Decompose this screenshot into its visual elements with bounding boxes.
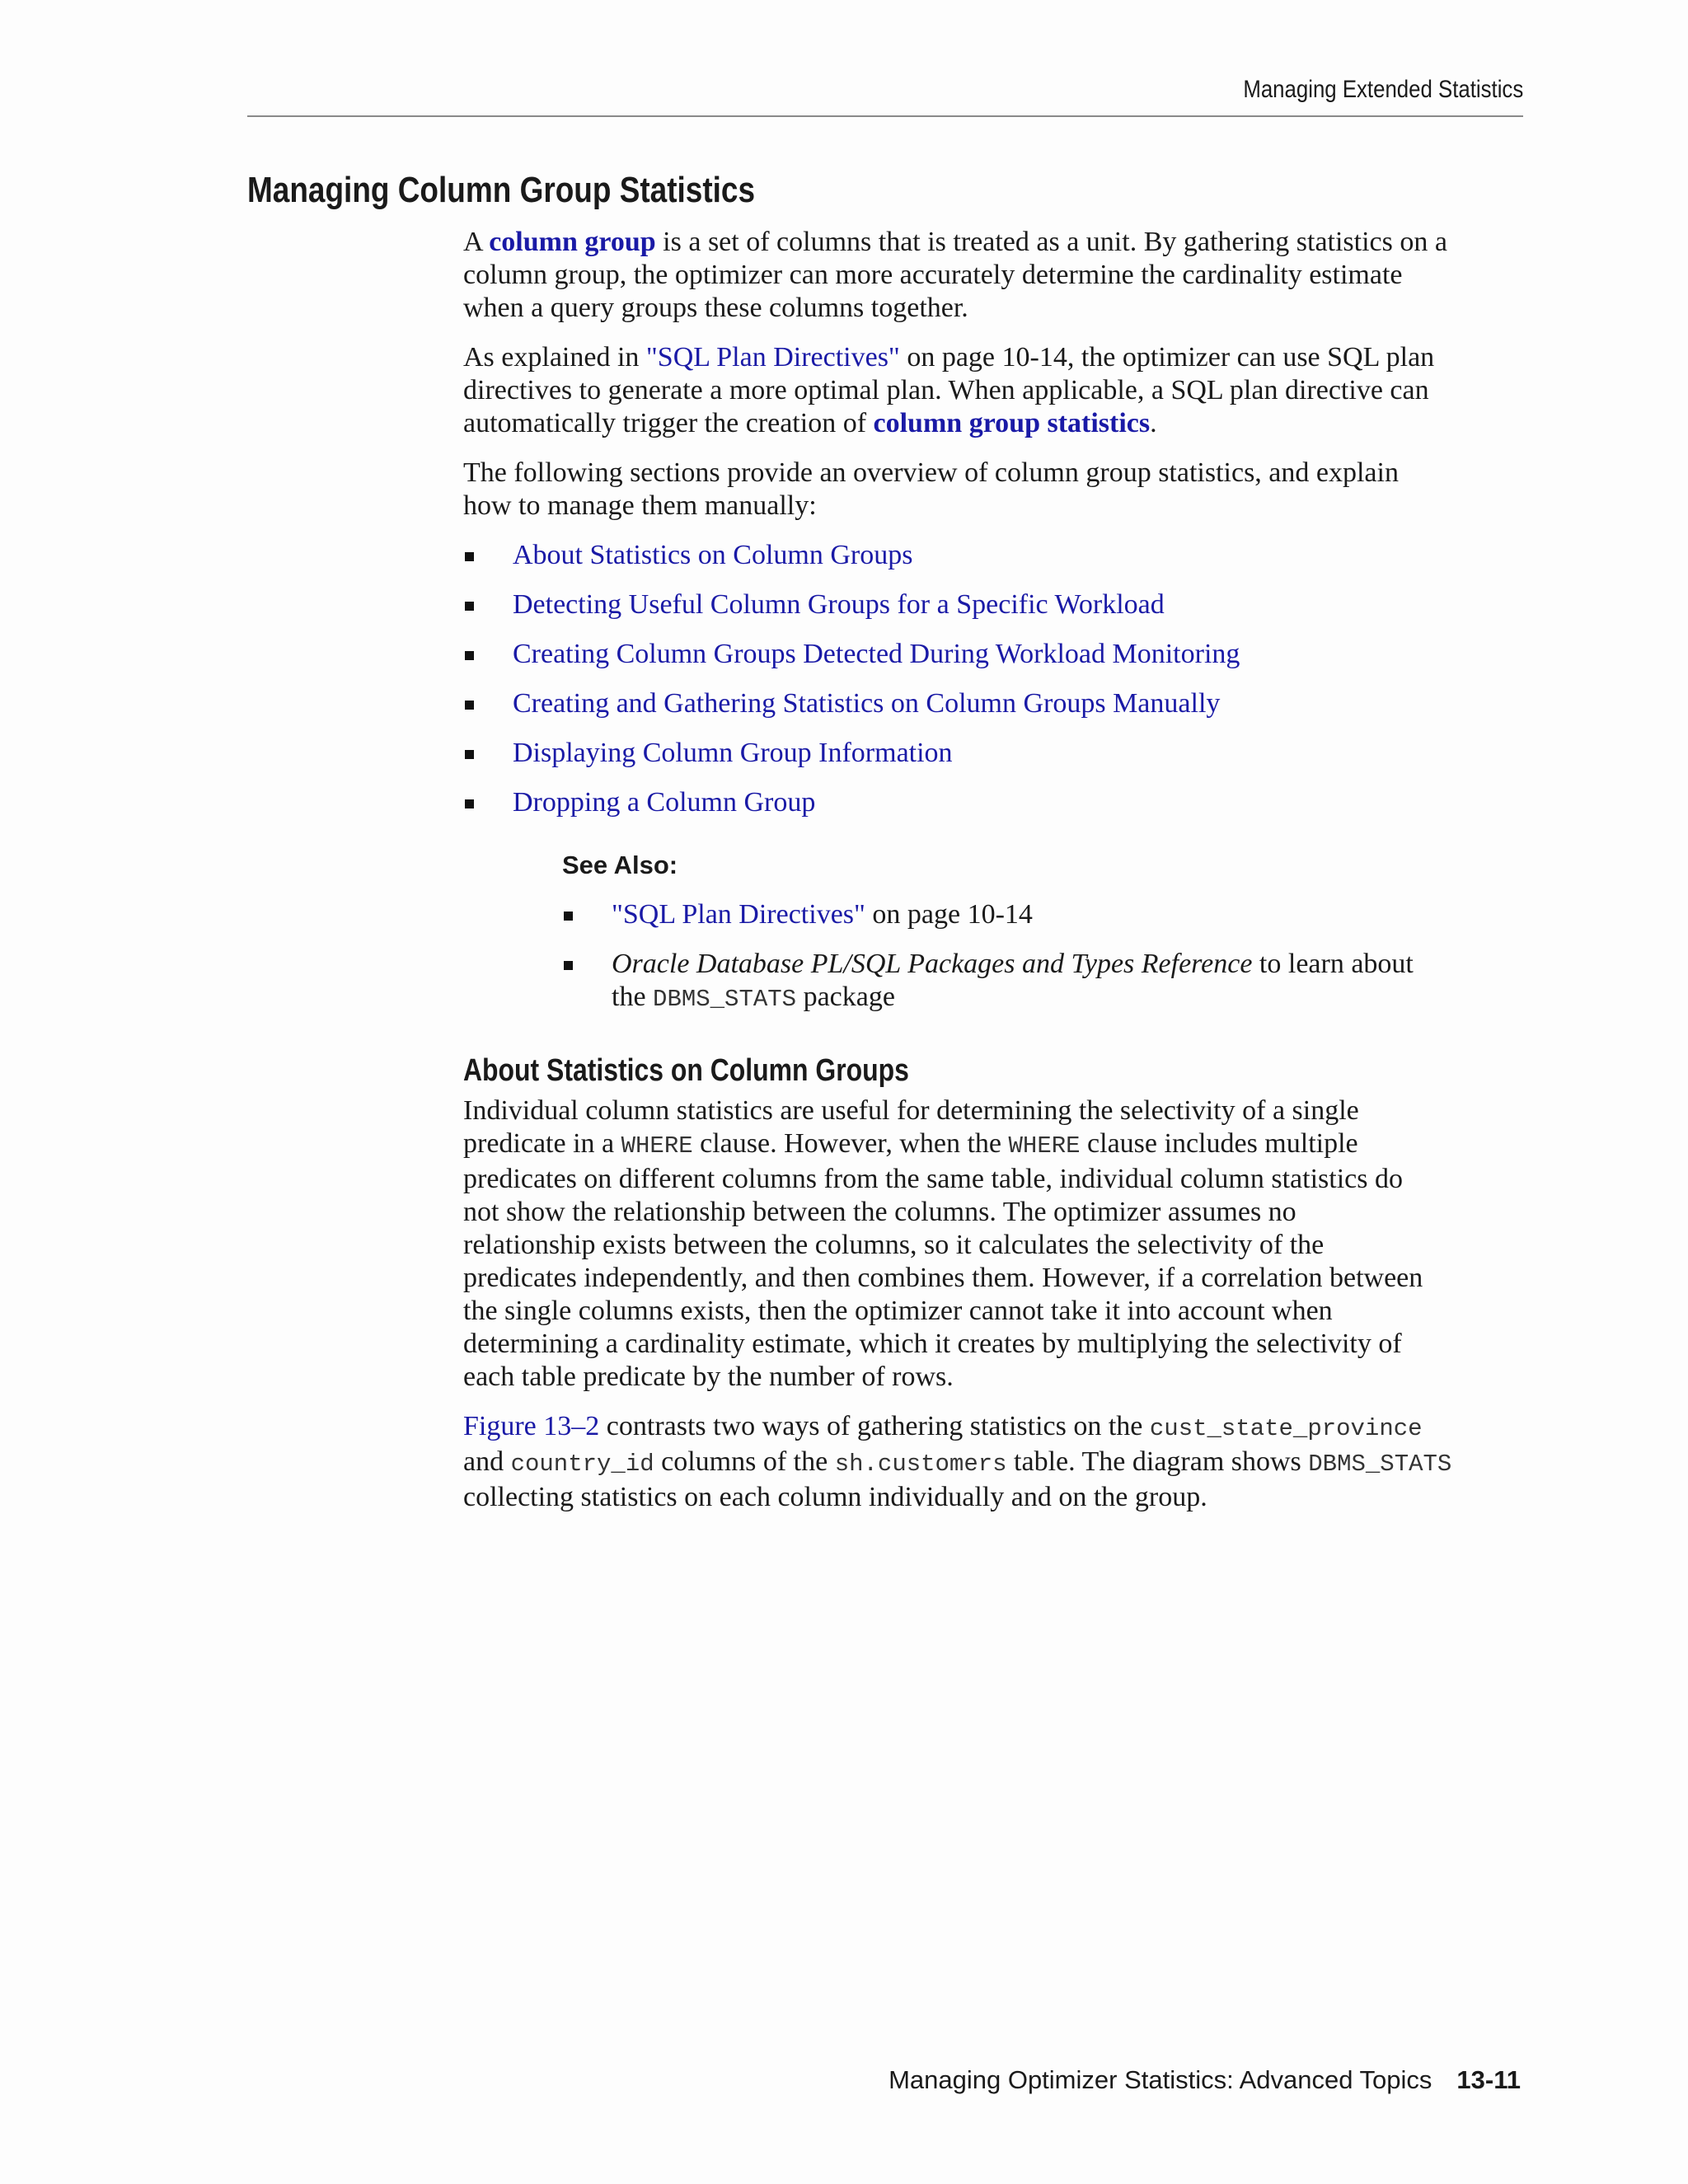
text: collecting statistics on each column individually and on the group.: [463, 1482, 1207, 1512]
see-also-sql-plan-directives-link[interactable]: "SQL Plan Directives": [612, 899, 865, 930]
topic-link-creating-detected-groups[interactable]: Creating Column Groups Detected During Workload Monitoring: [513, 639, 1240, 669]
text: table. The diagram shows: [1006, 1446, 1309, 1477]
text: on page 10-14: [865, 899, 1033, 930]
footer-title: Managing Optimizer Statistics: Advanced Topics: [889, 2065, 1432, 2094]
list-item: [562, 948, 1525, 1016]
text: the: [612, 982, 654, 1012]
paragraph-figure-reference: [463, 1410, 1525, 1514]
text: The following sections provide an overview of column group statistics, and explain: [463, 457, 1399, 488]
topic-link-creating-gathering-manually[interactable]: Creating and Gathering Statistics on Column Groups Manually: [513, 688, 1221, 719]
text: column group, the optimizer can more accurately determine the cardinality estimate: [463, 260, 1403, 290]
text: A: [463, 227, 490, 257]
see-also-box: [562, 849, 1525, 1016]
list-item: [562, 898, 1525, 931]
code-dbms-stats: DBMS_STATS: [653, 986, 797, 1013]
topic-link-dropping-group[interactable]: Dropping a Column Group: [513, 787, 816, 818]
see-also-list: [562, 898, 1525, 1016]
bullet-icon: [465, 602, 474, 611]
see-also-title: See Also:: [562, 851, 678, 879]
bullet-icon: [564, 912, 573, 921]
text: Individual column statistics are useful for determining the selectivity of a single: [463, 1095, 1359, 1126]
bullet-icon: [465, 799, 474, 808]
code-dbms-stats: DBMS_STATS: [1308, 1451, 1452, 1478]
list-item: [463, 737, 1525, 786]
text: when a query groups these columns together.: [463, 293, 968, 323]
text: As explained in: [463, 342, 646, 373]
text: each table predicate by the number of rows.: [463, 1361, 954, 1392]
code-sh-customers: sh.customers: [834, 1451, 1007, 1478]
topic-link-about-statistics[interactable]: About Statistics on Column Groups: [513, 540, 913, 570]
figure-13-2-link[interactable]: Figure 13–2: [463, 1411, 600, 1441]
text: directives to generate a more optimal plan. When applicable, a SQL plan directive can: [463, 375, 1429, 405]
about-body: [463, 1094, 1525, 1530]
subsection-title: About Statistics on Column Groups: [463, 1053, 909, 1088]
text: predicates independently, and then combines them. However, if a correlation between: [463, 1263, 1423, 1293]
bullet-icon: [465, 750, 474, 759]
bullet-icon: [465, 552, 474, 561]
bullet-icon: [465, 651, 474, 660]
topic-link-displaying-information[interactable]: Displaying Column Group Information: [513, 738, 953, 768]
list-item: [463, 539, 1525, 588]
text: clause includes multiple: [1080, 1128, 1358, 1159]
text: determining a cardinality estimate, which it creates by multiplying the selectivity of: [463, 1329, 1402, 1359]
page-number: 13-11: [1456, 2065, 1521, 2094]
list-item: [463, 588, 1525, 638]
text: to learn about: [1252, 949, 1414, 979]
page-footer: [889, 2065, 1521, 2095]
page-header: [247, 74, 1523, 117]
text: contrasts two ways of gathering statistics on the: [599, 1411, 1150, 1441]
paragraph-sections-overview: [463, 457, 1525, 523]
text: columns of the: [654, 1446, 835, 1477]
book-title: Oracle Database PL/SQL Packages and Types Reference: [612, 949, 1253, 979]
text: package: [796, 982, 895, 1012]
text: not show the relationship between the columns. The optimizer assumes no: [463, 1197, 1296, 1227]
bullet-icon: [564, 961, 573, 970]
text: is a set of columns that is treated as a unit. By gathering statistics on a: [655, 227, 1447, 257]
text: .: [1150, 408, 1157, 438]
paragraph-individual-statistics: [463, 1094, 1525, 1394]
text: relationship exists between the columns, so it calculates the selectivity of the: [463, 1230, 1325, 1260]
topic-link-detecting-useful-groups[interactable]: Detecting Useful Column Groups for a Specific Workload: [513, 589, 1165, 620]
code-country-id: country_id: [510, 1451, 654, 1478]
text: predicates on different columns from the same table, individual column statistics do: [463, 1164, 1403, 1194]
section-title: Managing Column Group Statistics: [247, 170, 756, 210]
text: how to manage them manually:: [463, 490, 817, 521]
text: on page 10-14, the optimizer can use SQL plan: [899, 342, 1435, 373]
running-head: Managing Extended Statistics: [1243, 76, 1523, 103]
list-item: [463, 638, 1525, 687]
text: and: [463, 1446, 511, 1477]
list-item: [463, 786, 1525, 836]
intro-body: [463, 226, 1525, 1033]
text: the single columns exists, then the optimizer cannot take it into account when: [463, 1296, 1333, 1326]
column-group-statistics-term-link[interactable]: column group statistics: [873, 408, 1151, 438]
code-where: WHERE: [621, 1132, 693, 1160]
bullet-icon: [465, 701, 474, 710]
text: clause. However, when the: [692, 1128, 1009, 1159]
sql-plan-directives-link[interactable]: "SQL Plan Directives": [645, 342, 900, 373]
topic-list: [463, 539, 1525, 836]
code-where: WHERE: [1008, 1132, 1081, 1160]
text: predicate in a: [463, 1128, 621, 1159]
paragraph-column-group-definition: [463, 226, 1525, 325]
text: automatically trigger the creation of: [463, 408, 874, 438]
code-cust-state-province: cust_state_province: [1149, 1415, 1423, 1442]
column-group-term-link[interactable]: column group: [489, 227, 656, 257]
paragraph-sql-plan-directives: [463, 341, 1525, 440]
list-item: [463, 687, 1525, 737]
